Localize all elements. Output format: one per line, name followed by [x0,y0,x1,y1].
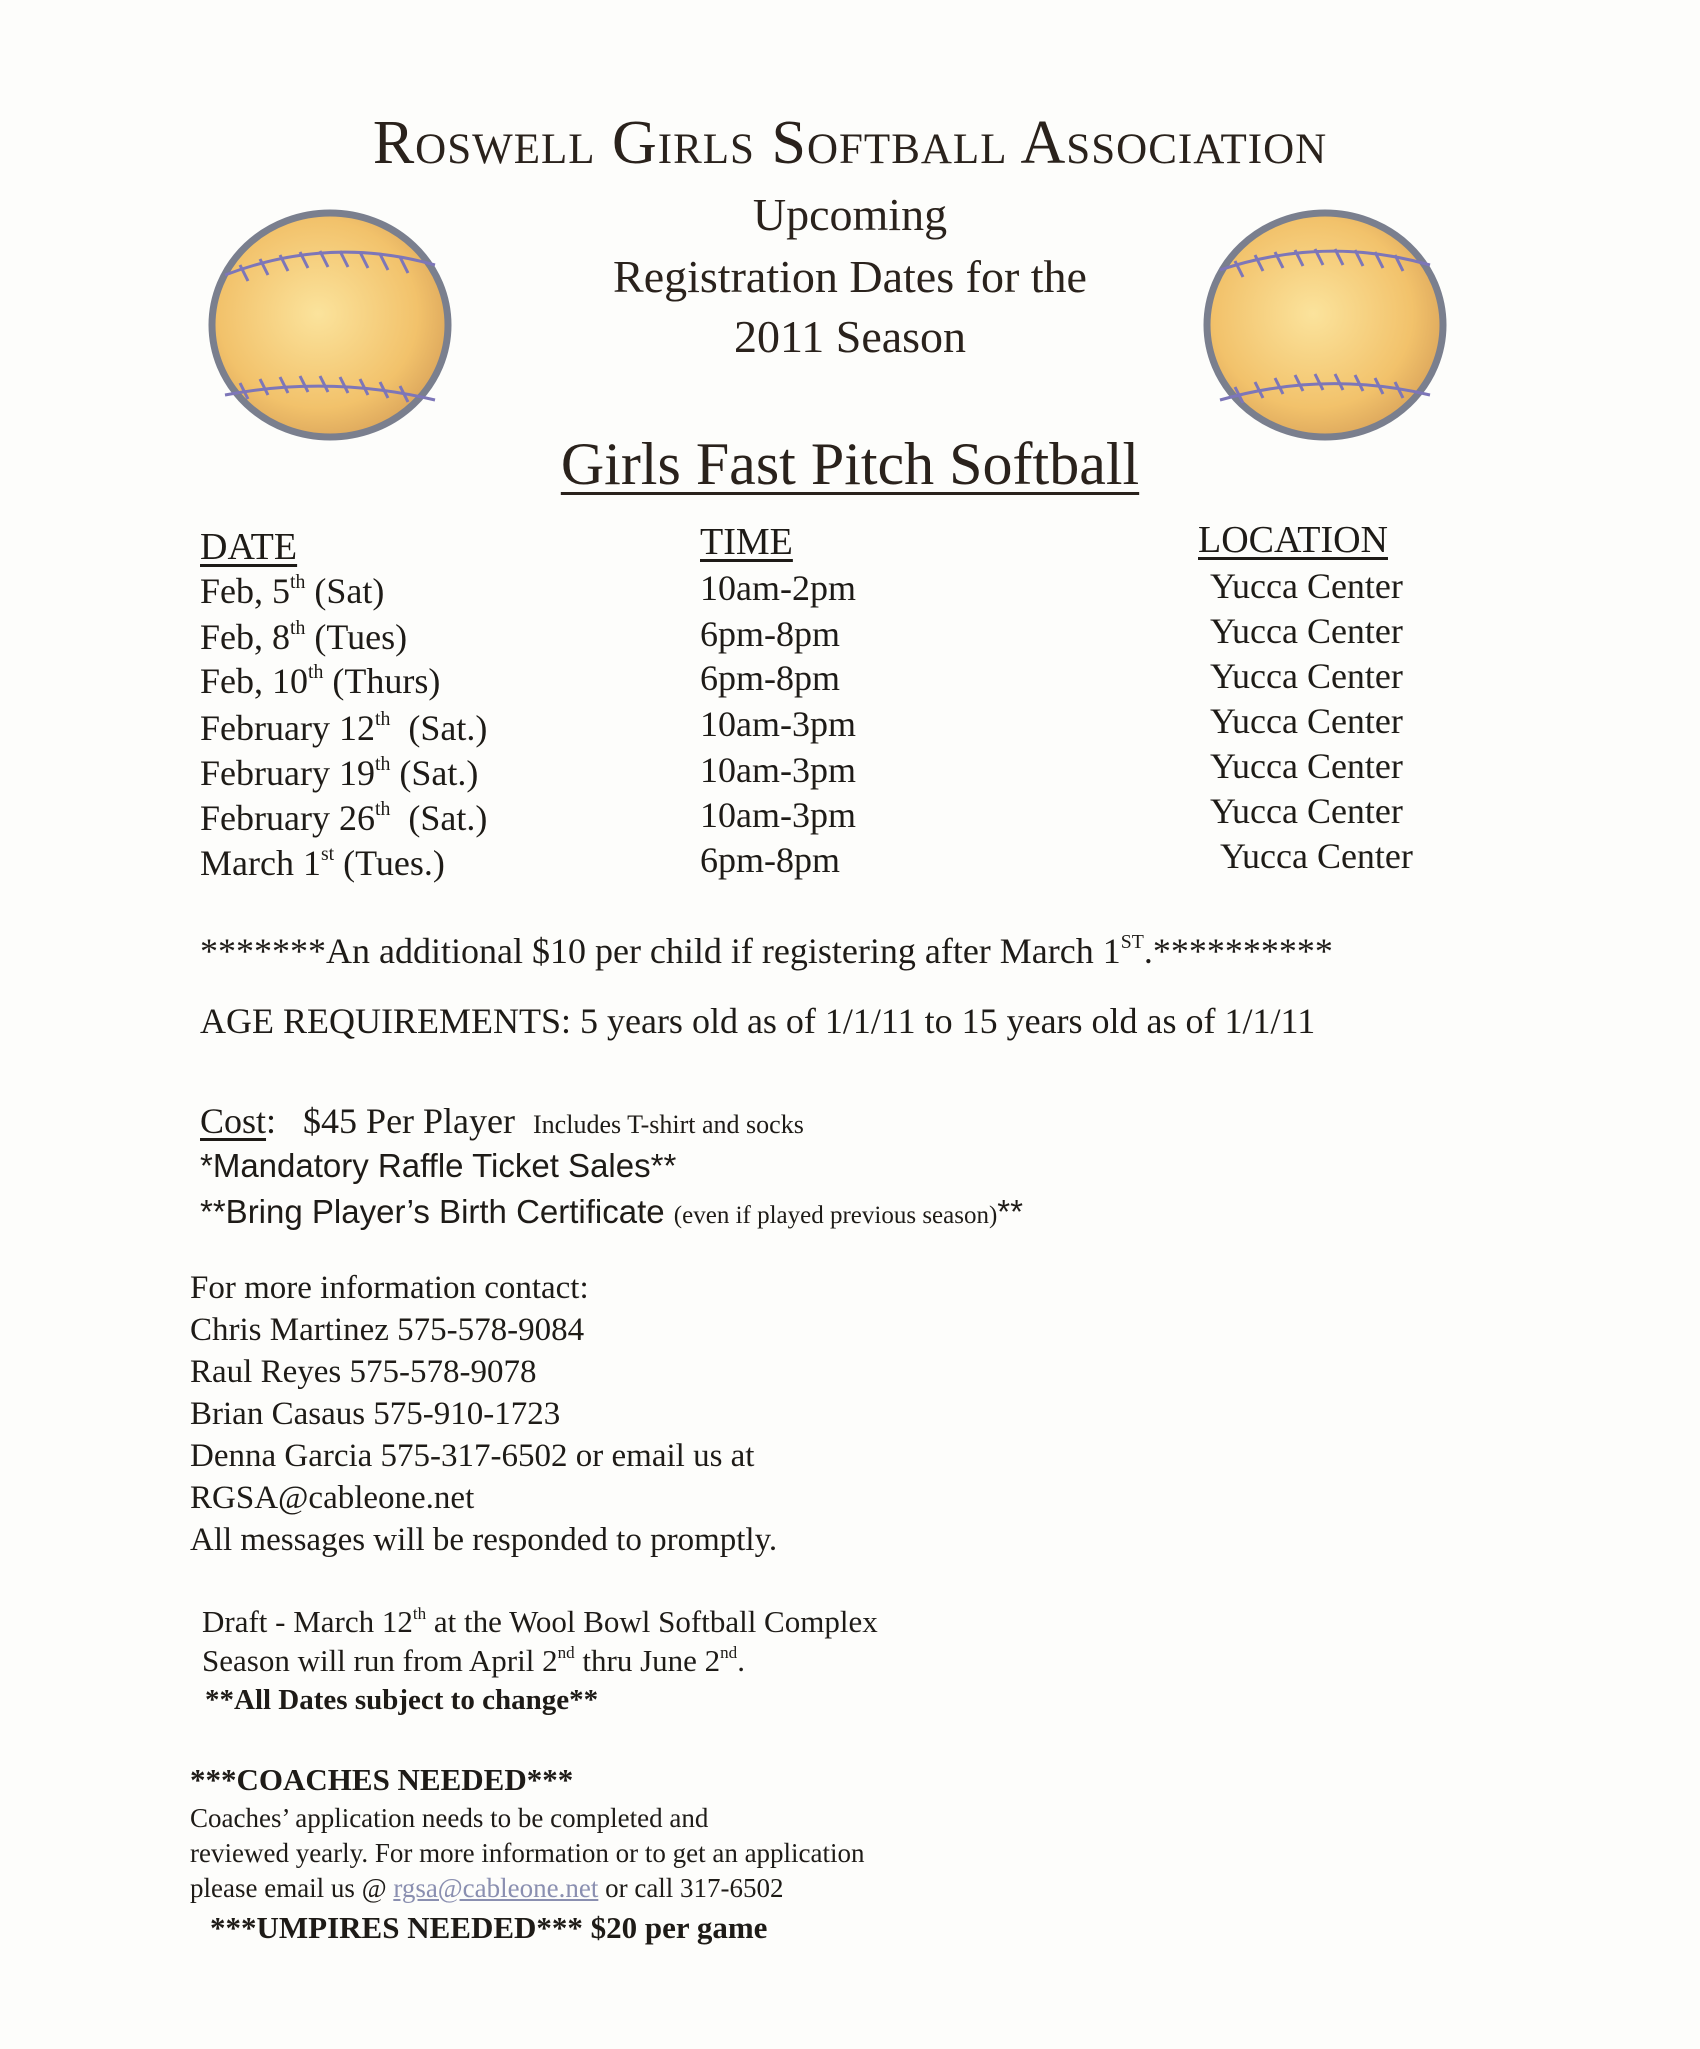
schedule-time: 10am-3pm [700,750,856,790]
schedule-date: Feb, 8th (Tues) [200,617,408,657]
schedule-date: February 19th (Sat.) [200,753,479,793]
schedule-date: Feb, 10th (Thurs) [200,661,441,701]
contact-person: Brian Casaus 575-910-1723 [190,1396,561,1432]
schedule-time: 6pm-8pm [700,614,840,654]
organization-title: Roswell Girls Softball Association [372,109,1328,177]
schedule-date: February 12th (Sat.) [200,708,488,748]
contact-intro: For more information contact: [190,1270,589,1306]
softball-icon-right [1195,195,1455,455]
schedule-time: 6pm-8pm [700,840,840,880]
contact-person: Chris Martinez 575-578-9084 [190,1312,585,1348]
raffle-requirement: *Mandatory Raffle Ticket Sales** [200,1147,677,1184]
schedule-location: Yucca Center [1220,836,1413,876]
coaches-needed-heading: ***COACHES NEEDED*** [190,1762,574,1797]
program-title: Girls Fast Pitch Softball [560,431,1140,497]
schedule-location: Yucca Center [1210,746,1403,786]
schedule-location: Yucca Center [1210,611,1403,651]
schedule-time: 6pm-8pm [700,658,840,698]
cost-label: Cost [200,1101,267,1141]
late-fee-notice: *******An additional $10 per child if registering after March 1ST.********** [200,931,1333,971]
schedule-location: Yucca Center [1210,656,1403,696]
softball-icon-left [200,195,460,455]
contact-person: Raul Reyes 575-578-9078 [190,1354,537,1390]
cost-note: Includes T-shirt and socks [533,1110,804,1139]
schedule-time: 10am-3pm [700,704,856,744]
coaches-text-line: reviewed yearly. For more information or to get an application [190,1838,865,1868]
cost-price: $45 Per Player [303,1101,516,1141]
schedule-time: 10am-2pm [700,568,856,608]
contact-person: Denna Garcia 575-317-6502 or email us at [190,1438,755,1474]
coaches-text-line: Coaches’ application needs to be completed and [190,1803,709,1833]
schedule-time: 10am-3pm [700,795,856,835]
coaches-contact-line: please email us @ rgsa@cableone.net or call 317-6502 [190,1873,784,1903]
coaches-email-link[interactable]: rgsa@cableone.net [393,1873,599,1903]
schedule-location: Yucca Center [1210,791,1403,831]
subtitle-upcoming: Upcoming [752,189,948,240]
column-header-time: TIME [700,521,793,563]
subtitle-registration: Registration Dates for the [613,251,1087,302]
column-header-date: DATE [200,526,298,568]
contact-email[interactable]: RGSA@cableone.net [190,1480,475,1516]
age-requirements: AGE REQUIREMENTS: 5 years old as of 1/1/11 to 15 years old as of 1/1/11 [200,1001,1316,1041]
season-dates: Season will run from April 2nd thru June 2nd. [202,1643,745,1678]
schedule-location: Yucca Center [1210,701,1403,741]
draft-info: Draft - March 12th at the Wool Bowl Softball Complex [202,1604,878,1639]
umpires-needed: ***UMPIRES NEEDED*** $20 per game [210,1910,768,1945]
schedule-date: Feb, 5th (Sat) [200,571,385,611]
schedule-date: March 1st (Tues.) [200,843,445,883]
schedule-date: February 26th (Sat.) [200,798,488,838]
column-header-location: LOCATION [1198,519,1388,561]
birth-certificate-requirement: **Bring Player’s Birth Certificate (even if played previous season)** [200,1193,1023,1230]
cost-line: Cost: $45 Per Player Includes T-shirt and socks [200,1101,804,1141]
contact-closing: All messages will be responded to promptly. [190,1522,778,1558]
schedule-location: Yucca Center [1210,566,1403,606]
subtitle-season: 2011 Season [733,311,967,362]
dates-disclaimer: **All Dates subject to change** [205,1684,599,1716]
